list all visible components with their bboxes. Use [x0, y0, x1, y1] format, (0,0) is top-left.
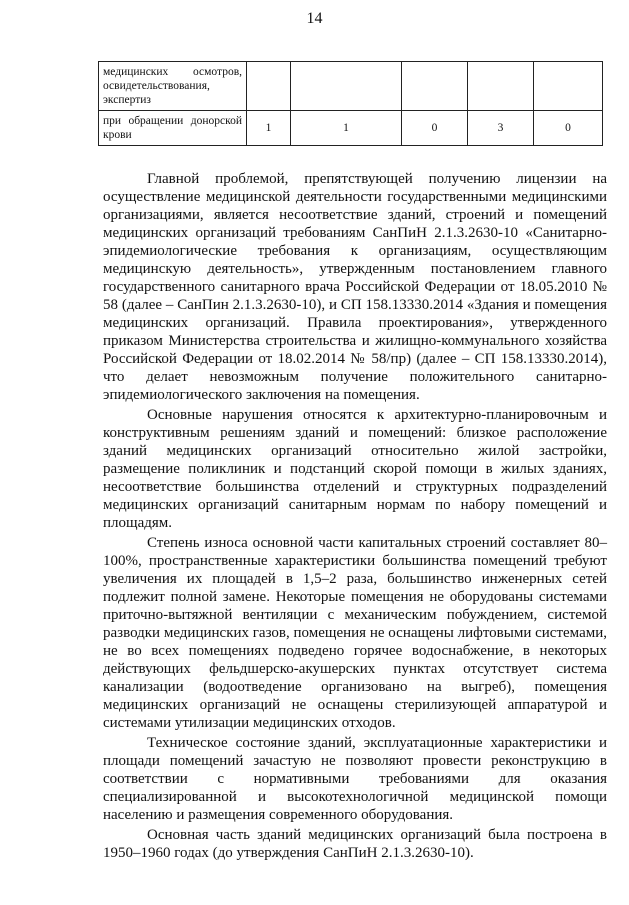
paragraph: Основная часть зданий медицинских организаций была построена в 1950–1960 годах (до утверждения СанПиН 2.1.3.2630-10).	[103, 827, 607, 861]
data-table	[98, 61, 603, 146]
table-row	[99, 62, 603, 111]
paragraph: Основные нарушения относятся к архитектурно-планировочным и конструктивным решениям зданий и помещений: близкое расположение зданий медицинских организаций относительно жилой застройки, размещение поликлиник и подстанций скорой помощи в жилых зданиях, несоответствие большинства отделений и структурных подразделений медицинских организаций санитарным нормам по набору помещений и площадям.	[103, 407, 607, 531]
table-row	[99, 111, 603, 146]
table-cell	[402, 62, 468, 111]
table-cell	[534, 62, 603, 111]
paragraph: Главной проблемой, препятствующей получению лицензии на осуществление медицинской деятельности государственными медицинскими организациями, является несоответствие зданий, строений и помещений медицинских организаций требованиям СанПиН 2.1.3.2630-10 «Санитарно-эпидемиологические требования к организациям, осуществляющим медицинскую деятельность», утвержденным постановлением главного государственного санитарного врача Российской Федерации от 18.05.2010 № 58 (далее – СанПин 2.1.3.2630-10), и СП 158.13330.2014 «Здания и помещения медицинских организаций. Правила проектирования», утвержденного приказом Министерства строительства и жилищно-коммунального хозяйства Российской Федерации от 18.02.2014 № 58/пр) (далее – СП 158.13330.2014), что делает невозможным получение положительного санитарно-эпидемиологического заключения на помещения.	[103, 171, 607, 403]
table-cell: 3	[468, 111, 534, 146]
table-cell	[468, 62, 534, 111]
paragraph: Степень износа основной части капитальных строений составляет 80–100%, пространственные характеристики большинства помещений требуют увеличения их площадей в 1,5–2 раза, большинство инженерных сетей подлежит полной замене. Некоторые помещения не оборудованы системами приточно-вытяжной вентиляции с механическим побуждением, системой разводки медицинских газов, помещения не оснащены лифтовыми системами, не во всех помещениях подведено горячее водоснабжение, в некоторых действующих фельдшерско-акушерских пунктах отсутствует система канализации (водоотведение организовано на выгреб), помещения медицинских организаций не оснащены стерилизующей аппаратурой и системами утилизации медицинских отходов.	[103, 535, 607, 731]
table-cell: 1	[247, 111, 291, 146]
table-cell-label: при обращении донорской крови	[99, 111, 247, 146]
table-cell	[291, 62, 402, 111]
paragraph: Техническое состояние зданий, эксплуатационные характеристики и площади помещений зачастую не позволяют провести реконструкцию в соответствии с нормативными требованиями для оказания специализированной и высокотехнологичной медицинской помощи населению и размещения современного оборудования.	[103, 735, 607, 823]
table-cell: 0	[534, 111, 603, 146]
table-cell: 1	[291, 111, 402, 146]
table-cell: 0	[402, 111, 468, 146]
page-number: 14	[306, 10, 323, 27]
table-cell	[247, 62, 291, 111]
table-cell-label: медицинских осмотров, освидетельствования, экспертиз	[99, 62, 247, 111]
body-text	[103, 170, 607, 864]
